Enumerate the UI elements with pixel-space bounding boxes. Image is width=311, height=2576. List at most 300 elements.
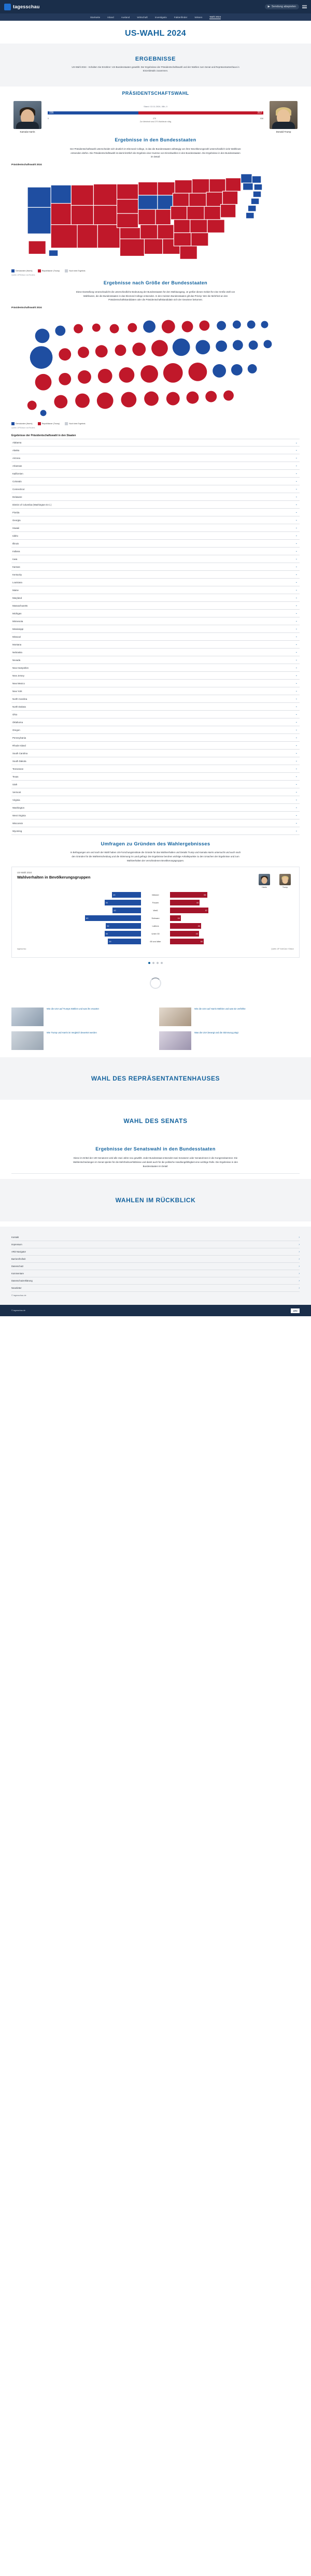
state-accordion-item[interactable] [11, 742, 300, 750]
legend-rep: Republikaner (Trump) [38, 269, 60, 272]
state-accordion-item[interactable] [11, 454, 300, 462]
teaser-text[interactable]: Was die USA bewegt und die Stimmung prägt [194, 1031, 238, 1034]
us-map-svg [11, 167, 300, 268]
state-accordion-item[interactable] [11, 447, 300, 454]
teaser-text[interactable]: Wie Trump und Harris im Vergleich bewertet werden [47, 1031, 97, 1034]
chevron-down-icon[interactable]: ⌄ [295, 456, 298, 460]
state-accordion-item[interactable] [11, 516, 300, 524]
state-accordion-item[interactable] [11, 796, 300, 804]
cartogram-source: Quelle: AP/Edison via Reuters [11, 427, 35, 429]
footer-link-label: Impressum [11, 1243, 22, 1246]
state-accordion-item[interactable] [11, 563, 300, 571]
survey-bar-row [17, 891, 294, 898]
state-accordion-item[interactable] [11, 540, 300, 548]
harris-bar: 83 [85, 915, 141, 921]
state-label: New Hampshire [12, 666, 29, 669]
chevron-down-icon[interactable]: ⌄ [295, 604, 298, 608]
survey-category-label: 65 und älter [150, 940, 161, 943]
state-label: Kansas [12, 565, 20, 568]
map-source: Quelle: AP/Edison via Reuters [11, 274, 35, 277]
trump-bar: 16 [170, 915, 181, 921]
state-accordion-item[interactable] [11, 610, 300, 617]
footer-link-label: Kontakt [11, 1236, 19, 1239]
chevron-down-icon[interactable]: ⌄ [295, 798, 298, 802]
state-label: Nebraska [12, 651, 22, 654]
state-label: Hawaii [12, 526, 20, 529]
brand-name: tagesschau [13, 4, 40, 9]
chevron-down-icon[interactable]: ⌄ [295, 596, 298, 600]
state-label: Louisiana [12, 581, 22, 584]
presidential-heading: PRÄSIDENTSCHAFTSWAHL [122, 90, 189, 96]
results-band [0, 44, 311, 87]
results-heading: ERGEBNISSE [135, 56, 176, 62]
state-label: Minnesota [12, 620, 23, 623]
harris-bar: 54 [105, 931, 141, 937]
state-label: Florida [12, 511, 20, 514]
chevron-down-icon[interactable]: ⌄ [295, 775, 298, 779]
trump-bar: 46 [170, 923, 201, 929]
brand-logo-group[interactable] [4, 4, 40, 10]
electoral-bar-wrap [44, 101, 267, 123]
house-section-band: WAHL DES REPRÄSENTANTENHAUSES [0, 1057, 311, 1100]
chevron-down-icon[interactable]: ⌄ [295, 526, 298, 530]
state-accordion-item[interactable] [11, 687, 300, 695]
footer [0, 1227, 311, 1305]
survey-trump [279, 874, 291, 888]
footer-link[interactable] [11, 1241, 300, 1248]
survey-candidate-heads [259, 874, 294, 888]
footer-link[interactable] [11, 1285, 300, 1292]
legend-none: Noch kein Ergebnis [65, 269, 85, 272]
carto-legend-dem: Demokraten (Harris) [11, 422, 33, 425]
survey-category-label: Frauen [152, 901, 159, 904]
candidate-harris [11, 101, 44, 133]
top-bar [0, 0, 311, 13]
state-accordion-item[interactable] [11, 594, 300, 602]
divider [11, 1173, 300, 1174]
footer-link-label: Datenschutzerklärung [11, 1279, 33, 1283]
chevron-down-icon[interactable]: ⌄ [295, 620, 298, 623]
play-broadcast-button[interactable] [265, 4, 299, 9]
chevron-right-icon[interactable]: › [299, 1250, 300, 1254]
survey-harris [259, 874, 270, 888]
electoral-rep-share: 312 [138, 111, 263, 114]
state-accordion-item[interactable] [11, 656, 300, 664]
footer-link[interactable] [11, 1270, 300, 1277]
trump-bar: 43 [170, 931, 199, 937]
state-accordion-list [11, 439, 300, 835]
nav-item-wirtschaft[interactable]: Wirtschaft [137, 16, 148, 19]
state-accordion-item[interactable] [11, 439, 300, 447]
footer-link[interactable] [11, 1256, 300, 1263]
play-broadcast-label: Sendung abspielen [271, 5, 296, 8]
senate-results-text: Diese im Drittel der 100 Senatoren wird alle zwei Jahre neu gewählt. Jeder Bundesstaat entsendet zwei Senatoren oder Senatorinnen in die Kongresskammer. Die Wahlentscheidungen im Senat spielen für die Mehrheitsverhältnisse und damit auch für die politische Handlungsfähigkeit eine wichtige Rolle. Die Ergebnisse in den Bundesstaaten im Detail: [73, 1157, 238, 1168]
chevron-down-icon[interactable]: ⌄ [295, 713, 298, 716]
chevron-right-icon[interactable]: › [299, 1243, 300, 1246]
nav-item-inland[interactable]: Inland [107, 16, 114, 19]
chevron-down-icon[interactable]: ⌄ [295, 744, 298, 747]
carto-legend-rep: Republikaner (Trump) [38, 422, 60, 425]
harris-bar: 42 [112, 908, 141, 913]
footer-link-label: Newsletter [11, 1287, 22, 1290]
footer-bottom-bar [0, 1305, 311, 1316]
teaser-item[interactable] [159, 1008, 300, 1026]
state-accordion-item[interactable] [11, 625, 300, 633]
teaser-image [159, 1008, 191, 1026]
survey-kicker: US-Wahl 2024 [17, 871, 32, 874]
state-label: Nevada [12, 658, 21, 661]
state-label: Wisconsin [12, 822, 23, 825]
candidate-row [11, 99, 300, 133]
harris-bar: 49 [108, 939, 141, 944]
state-label: Georgia [12, 519, 21, 522]
footer-link-label: ARD Navigator [11, 1250, 26, 1254]
state-label: Tennessee [12, 767, 24, 770]
chevron-down-icon[interactable]: ⌄ [295, 682, 298, 685]
state-accordion-item[interactable] [11, 750, 300, 757]
chevron-down-icon[interactable]: ⌄ [295, 752, 298, 755]
teaser-image [159, 1031, 191, 1050]
state-accordion-item[interactable] [11, 532, 300, 540]
state-label: Alabama [12, 441, 22, 444]
survey-bar-chart [17, 891, 294, 945]
state-accordion-item[interactable] [11, 633, 300, 641]
state-accordion-item[interactable] [11, 641, 300, 649]
state-label: Montana [12, 643, 22, 646]
state-label: New York [12, 689, 22, 693]
state-label: Illinois [12, 542, 19, 545]
survey-category-label: Unter 30 [151, 932, 160, 936]
nav-item-wahl-2024[interactable]: Wahl 2024 [209, 15, 221, 18]
us-results-map[interactable] [11, 167, 300, 268]
state-accordion-item[interactable] [11, 703, 300, 711]
electoral-legend: Zur Mehrheit sind 270 Wahlleute nötig [139, 120, 172, 123]
chevron-right-icon[interactable]: › [299, 1257, 300, 1261]
state-label: Alaska [12, 449, 20, 452]
state-label: Oklahoma [12, 721, 23, 724]
trump-bar: 55 [170, 892, 207, 898]
top-bar-right [265, 4, 307, 9]
state-accordion-item[interactable] [11, 617, 300, 625]
nav-item-faktenfinder[interactable]: Faktenfinder [174, 16, 188, 19]
chevron-down-icon[interactable]: ⌄ [295, 542, 298, 545]
chevron-right-icon[interactable]: › [299, 1286, 300, 1290]
chevron-down-icon[interactable]: ⌄ [295, 790, 298, 794]
chevron-down-icon[interactable]: ⌄ [295, 464, 298, 468]
state-label: Colorado [12, 480, 22, 483]
chevron-down-icon[interactable]: ⌄ [295, 472, 298, 476]
state-accordion-item[interactable] [11, 478, 300, 485]
harris-bar: 52 [106, 923, 141, 929]
chevron-right-icon[interactable]: › [299, 1272, 300, 1275]
state-accordion-item[interactable] [11, 734, 300, 742]
teaser-grid [11, 1002, 300, 1057]
chevron-down-icon[interactable]: ⌄ [295, 666, 298, 670]
state-accordion-item[interactable] [11, 462, 300, 470]
chevron-down-icon[interactable]: ⌄ [295, 511, 298, 514]
results-note: US-Wahl 2024 - Schalten Sie Ernährer: US-Bundesstaaten gewählt. Der Ergebnisse der Präsidentschaftswahl und der Wahlen zum Senat und Repräsentantenhaus in Einzeldetails zusammen. [72, 66, 239, 73]
teaser-text[interactable]: Wie die USA auf Harris Wählen und was sie verfehlte [194, 1008, 246, 1011]
cartogram-section [0, 276, 311, 429]
survey-category-label: Männer [152, 894, 159, 897]
chevron-down-icon[interactable]: ⌄ [295, 627, 298, 631]
nav-item-wissen[interactable]: Wissen [194, 16, 203, 19]
updated-timestamp: Stand: 13.11.2024, 08h, 0 [144, 105, 167, 108]
chevron-down-icon[interactable]: ⌄ [295, 480, 298, 483]
state-accordion-item[interactable] [11, 757, 300, 765]
state-accordion-item[interactable] [11, 788, 300, 796]
scale-right: 538 [260, 117, 263, 120]
footer-link-list [11, 1234, 300, 1292]
state-accordion-item[interactable] [11, 804, 300, 812]
footer-link[interactable] [11, 1248, 300, 1256]
state-label: North Carolina [12, 697, 27, 700]
chevron-down-icon[interactable]: ⌄ [295, 588, 298, 592]
trump-name: Donald Trump [276, 130, 291, 133]
chevron-right-icon[interactable]: › [299, 1235, 300, 1239]
hamburger-icon[interactable] [302, 5, 307, 8]
state-label: Kentucky [12, 573, 22, 576]
state-label: Vermont [12, 790, 21, 794]
state-label: Arkansas [12, 464, 22, 467]
retrospective-band: WAHLEN IM RÜCKBLICK [0, 1179, 311, 1221]
state-label: Oregon [12, 728, 20, 731]
chevron-down-icon[interactable]: ⌄ [295, 550, 298, 553]
chevron-down-icon[interactable]: ⌄ [295, 573, 298, 577]
state-accordion-item[interactable] [11, 672, 300, 680]
state-label: Washington [12, 806, 25, 809]
chevron-down-icon[interactable]: ⌄ [295, 728, 298, 732]
state-accordion-item[interactable] [11, 726, 300, 734]
main-nav [0, 13, 311, 21]
cartogram-text: Diese Darstellung veranschaulicht die unterschiedliche Bedeutung der Bundesstaaten für den Wahlausgang. Je größer dieses Gebiet für eine Größe Zahl von Wahlleuten, die die Bundesstaaten in das Electoral College entsenden. In den meisten Bundesstaaten gilt das Prinzip: Wer die Mehrheit an den Präsidentschaftskandidaten oder die Präsidentschaftskandidatin sich der Gewinner bekommt. [76, 291, 235, 301]
state-accordion-item[interactable] [11, 579, 300, 586]
chevron-down-icon[interactable]: ⌄ [295, 759, 298, 763]
state-label: Idaho [12, 534, 18, 537]
footer-link-label: Barrierefreiheit [11, 1258, 26, 1261]
state-accordion-item[interactable] [11, 501, 300, 509]
survey-category-label: Latinos [152, 925, 159, 928]
survey-bar-row [17, 907, 294, 914]
state-accordion-item[interactable] [11, 718, 300, 726]
survey-category-label: Schwarz [151, 917, 160, 920]
state-accordion-item[interactable] [11, 781, 300, 788]
survey-harris-name: Harris [262, 886, 267, 889]
state-accordion-item[interactable] [11, 548, 300, 555]
chevron-right-icon[interactable]: › [299, 1279, 300, 1283]
state-label: Maryland [12, 596, 22, 599]
us-cartogram[interactable] [11, 310, 300, 421]
state-accordion-item[interactable] [11, 680, 300, 687]
state-label: Michigan [12, 612, 22, 615]
state-accordion-item[interactable] [11, 711, 300, 718]
survey-bar-row [17, 899, 294, 906]
chevron-down-icon[interactable]: ⌄ [295, 643, 298, 646]
chevron-down-icon[interactable]: ⌄ [295, 814, 298, 817]
chevron-right-icon[interactable]: › [299, 1264, 300, 1268]
survey-section [0, 835, 311, 1057]
chevron-down-icon[interactable]: ⌄ [295, 441, 298, 444]
harris-bar: 54 [105, 900, 141, 905]
state-label: Maine [12, 588, 19, 592]
chevron-down-icon[interactable]: ⌄ [295, 697, 298, 701]
state-label: Delaware [12, 495, 22, 498]
state-label: Virginia [12, 798, 20, 801]
cartogram-heading: Ergebnisse nach Größe der Bundesstaaten [103, 280, 208, 286]
state-accordion-item[interactable] [11, 695, 300, 703]
survey-heading: Umfragen zu Gründen des Wahlergebnisses [101, 841, 210, 847]
nav-item-startseite[interactable]: Startseite [90, 16, 101, 19]
state-accordion-item[interactable] [11, 649, 300, 656]
tagesschau-logo-icon [4, 4, 11, 10]
accordion-title: Ergebnisse der Präsidentschaftswahl in den Staaten [11, 434, 76, 438]
trump-portrait [270, 101, 298, 129]
state-accordion-item[interactable] [11, 493, 300, 501]
footer-link-label: Kommentare [11, 1272, 24, 1275]
state-results-heading: Ergebnisse in den Bundesstaaten [115, 137, 196, 142]
state-label: Massachusetts [12, 604, 28, 607]
state-label: New Jersey [12, 674, 24, 677]
state-label: Indiana [12, 550, 20, 553]
chevron-down-icon[interactable]: ⌄ [295, 736, 298, 740]
chevron-down-icon[interactable]: ⌄ [295, 721, 298, 724]
harris-name: Kamala Harris [20, 130, 35, 133]
legend-dem: Demokraten (Harris) [11, 269, 33, 272]
cartogram-svg [11, 310, 300, 421]
state-label: Ohio [12, 713, 18, 716]
state-label: North Dakota [12, 705, 26, 708]
state-accordion-item[interactable] [11, 602, 300, 610]
senate-results-section [0, 1142, 311, 1174]
chevron-down-icon[interactable]: ⌄ [295, 565, 298, 569]
play-icon: ▶ [267, 5, 270, 8]
survey-category-label: Weiß [153, 909, 158, 912]
state-label: Texas [12, 775, 19, 778]
footer-link[interactable] [11, 1234, 300, 1241]
chevron-down-icon[interactable]: ⌄ [295, 806, 298, 810]
trump-bar: 44 [170, 900, 200, 905]
chevron-down-icon[interactable]: ⌄ [295, 651, 298, 654]
senate-results-heading: Ergebnisse der Senatswahl in den Bundesstaaten [95, 1146, 216, 1152]
state-accordion-item[interactable] [11, 812, 300, 819]
survey-bar-row [17, 923, 294, 929]
state-label: South Dakota [12, 759, 26, 762]
chevron-down-icon[interactable]: ⌄ [295, 658, 298, 662]
electoral-vote-bar [48, 110, 263, 117]
state-label: Connecticut [12, 487, 25, 491]
survey-intro: In Befragungen am und nach der Wahl haben US-Forschungsinstitute die Gründe für das Wahlverhalten und Details Trump und Kamala Harris untersucht und auch nach den Gründen für die Wahlentscheidung und die Stimmung im Land gefragt. Die Ergebnisse beruhen wichtige Anhaltspunkte zu den Ursachen der Ergebnisse und zum Wahlverhalten der verschiedenen Bevölkerungsgruppen. [70, 851, 241, 862]
state-label: District of Columbia (Washington D.C.) [12, 503, 52, 506]
chevron-down-icon[interactable]: ⌄ [295, 487, 298, 491]
survey-bar-row [17, 938, 294, 945]
survey-card-title: Wahlverhalten in Bevölkerungsgruppen [17, 875, 91, 880]
chevron-down-icon[interactable]: ⌄ [295, 705, 298, 709]
teaser-item[interactable] [11, 1008, 152, 1026]
harris-bar: 43 [112, 892, 141, 898]
ard-logo: ARD [291, 1308, 300, 1313]
chevron-down-icon[interactable]: ⌄ [295, 519, 298, 522]
chevron-down-icon[interactable]: ⌄ [295, 612, 298, 615]
teaser-image [11, 1031, 44, 1050]
chevron-down-icon[interactable]: ⌄ [295, 635, 298, 639]
state-accordion-item[interactable] [11, 819, 300, 827]
state-accordion-item[interactable] [11, 571, 300, 579]
state-accordion-item[interactable] [11, 765, 300, 773]
state-accordion-section [0, 434, 311, 835]
harris-portrait [13, 101, 41, 129]
chevron-down-icon[interactable]: ⌄ [295, 503, 298, 507]
state-accordion-item[interactable] [11, 555, 300, 563]
electoral-dem-share: 226 [48, 111, 138, 114]
state-label: Missouri [12, 635, 21, 638]
chevron-down-icon[interactable]: ⌄ [295, 534, 298, 538]
chevron-down-icon[interactable]: ⌄ [295, 581, 298, 584]
nav-item-ausland[interactable]: Ausland [121, 16, 130, 19]
candidate-trump [267, 101, 300, 133]
state-label: Kalifornien [12, 472, 23, 475]
state-accordion-item[interactable] [11, 470, 300, 478]
survey-card [11, 867, 300, 958]
state-accordion-item[interactable] [11, 664, 300, 672]
footer-link-label: Datenschutz [11, 1265, 24, 1268]
chevron-down-icon[interactable]: ⌄ [295, 767, 298, 771]
state-accordion-item[interactable] [11, 509, 300, 516]
footer-link[interactable] [11, 1277, 300, 1285]
nav-item-investigativ[interactable]: Investigativ [154, 16, 167, 19]
state-label: Pennsylvania [12, 736, 26, 739]
state-accordion-item[interactable] [11, 773, 300, 781]
survey-bar-row [17, 930, 294, 937]
survey-footer [17, 948, 294, 950]
teaser-image [11, 1008, 44, 1026]
teaser-item[interactable] [11, 1031, 152, 1050]
footer-link[interactable] [11, 1263, 300, 1270]
teaser-text[interactable]: Wie die USA auf Trumps Wählen und was ihn erwartet [47, 1008, 99, 1011]
carto-legend-none: Noch kein Ergebnis [65, 422, 85, 425]
state-accordion-item[interactable] [11, 524, 300, 532]
footer-copyright: © tagesschau.de [11, 1309, 26, 1312]
state-label: Mississippi [12, 627, 24, 630]
chevron-down-icon[interactable]: ⌄ [295, 689, 298, 693]
teaser-item[interactable] [159, 1031, 300, 1050]
state-label: Rhode Island [12, 744, 26, 747]
chevron-down-icon[interactable]: ⌄ [295, 829, 298, 833]
senate-section-band: WAHL DES SENATS [0, 1100, 311, 1142]
electoral-scale [48, 118, 263, 120]
state-accordion-item[interactable] [11, 827, 300, 835]
state-results-text: Der Präsidentschaftswahl unterscheidet sich deutlich im Electoral College, in das die Bundesstaaten abhängig von ihrer Bevölkerungszahl unterschiedlich viele Wahlleute entsenden dürfen. Die Präsidentschaftswahl ist damit letztlich die Ergebnis einer Summe von Einzelwahlen in den Bundesstaaten. Die Ergebnisse in den Bundesstaaten im Detail: [70, 147, 241, 159]
map-legend [11, 269, 300, 272]
chevron-down-icon[interactable]: ⌄ [295, 822, 298, 825]
survey-source-left: tagesschau [17, 948, 26, 951]
chevron-down-icon[interactable]: ⌄ [295, 557, 298, 561]
state-label: Iowa [12, 557, 18, 560]
state-accordion-item[interactable] [11, 586, 300, 594]
chevron-down-icon[interactable]: ⌄ [295, 495, 298, 499]
chevron-down-icon[interactable]: ⌄ [295, 674, 298, 678]
scale-left: 0 [48, 117, 49, 120]
state-label: South Carolina [12, 752, 28, 755]
survey-bar-row [17, 915, 294, 922]
state-accordion-item[interactable] [11, 485, 300, 493]
chevron-down-icon[interactable]: ⌄ [295, 449, 298, 452]
trump-bar: 50 [170, 939, 204, 944]
survey-source-right: Quelle: AP VoteCast / Edison [271, 948, 294, 951]
page-title: US-WAHL 2024 [124, 29, 186, 38]
state-label: Arizona [12, 456, 20, 459]
chevron-down-icon[interactable]: ⌄ [295, 783, 298, 786]
trump-bar: 57 [170, 908, 208, 913]
